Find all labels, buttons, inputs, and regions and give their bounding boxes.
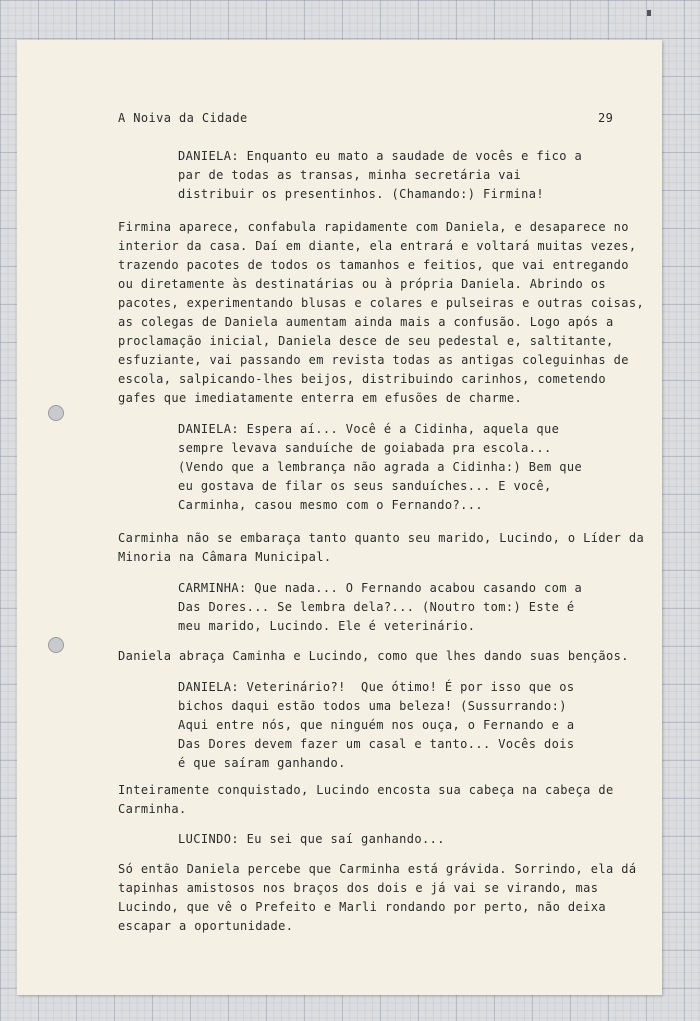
dialogue-line: é que saíram ganhando.	[178, 756, 346, 770]
action-line: pacotes, experimentando blusas e colares e pulseiras e outras coisas,	[118, 296, 645, 310]
action-line: Carminha.	[118, 802, 187, 816]
dialogue-line: CARMINHA: Que nada... O Fernando acabou casando com a	[178, 581, 583, 595]
dialogue-line: par de todas as transas, minha secretária vai	[178, 168, 522, 182]
action-line: Carminha não se embaraça tanto quanto seu marido, Lucindo, o Líder da	[118, 531, 645, 545]
punch-hole-bottom	[48, 637, 64, 653]
action-line: escapar a oportunidade.	[118, 919, 294, 933]
action-line: trazendo pacotes de todos os tamanhos e feitios, que vai entregando	[118, 258, 629, 272]
action-line: escola, salpicando-lhes beijos, distribuindo carinhos, cometendo	[118, 372, 606, 386]
action-line: ou diretamente às destinatárias ou à própria Daniela. Abrindo os	[118, 277, 606, 291]
dialogue-line: LUCINDO: Eu sei que saí ganhando...	[178, 832, 445, 846]
page-number: 29	[598, 111, 614, 125]
action-line: Firmina aparece, confabula rapidamente com Daniela, e desaparece no	[118, 220, 629, 234]
dialogue-line: meu marido, Lucindo. Ele é veterinário.	[178, 619, 476, 633]
running-header-title: A Noiva da Cidade	[118, 111, 248, 125]
dialogue-line: (Vendo que a lembrança não agrada a Cidinha:) Bem que	[178, 460, 583, 474]
action-line: Só então Daniela percebe que Carminha está grávida. Sorrindo, ela dá	[118, 862, 637, 876]
action-line: Inteiramente conquistado, Lucindo encosta sua cabeça na cabeça de	[118, 783, 614, 797]
dialogue-line: eu gostava de filar os seus sanduíches... E você,	[178, 479, 552, 493]
dialogue-line: Carminha, casou mesmo com o Fernando?...	[178, 498, 483, 512]
dialogue-line: Aqui entre nós, que ninguém nos ouça, o Fernando e a	[178, 718, 575, 732]
punch-hole-top	[48, 405, 64, 421]
action-line: Daniela abraça Caminha e Lucindo, como que lhes dando suas bençãos.	[118, 649, 629, 663]
dialogue-line: DANIELA: Enquanto eu mato a saudade de vocês e fico a	[178, 149, 583, 163]
action-line: as colegas de Daniela aumentam ainda mais a confusão. Logo após a	[118, 315, 614, 329]
dialogue-line: Das Dores... Se lembra dela?... (Noutro tom:) Este é	[178, 600, 575, 614]
action-line: gafes que imediatamente enterra em efusões de charme.	[118, 391, 523, 405]
action-line: Minoria na Câmara Municipal.	[118, 550, 332, 564]
dialogue-line: bichos daqui estão todos uma beleza! (Sussurrando:)	[178, 699, 567, 713]
dialogue-line: Das Dores devem fazer um casal e tanto... Vocês dois	[178, 737, 575, 751]
dialogue-line: DANIELA: Veterinário?! Que ótimo! É por isso que os	[178, 680, 575, 694]
action-line: esfuziante, vai passando em revista todas as antigas coleguinhas de	[118, 353, 629, 367]
action-line: tapinhas amistosos nos braços dos dois e já vai se virando, mas	[118, 881, 599, 895]
dialogue-line: distribuir os presentinhos. (Chamando:) Firmina!	[178, 187, 544, 201]
dialogue-line: sempre levava sanduíche de goiabada pra escola...	[178, 441, 552, 455]
action-line: proclamação inicial, Daniela desce de seu pedestal e, saltitante,	[118, 334, 614, 348]
action-line: interior da casa. Daí em diante, ela entrará e voltará muitas vezes,	[118, 239, 637, 253]
action-line: Lucindo, que vê o Prefeito e Marli rondando por perto, não deixa	[118, 900, 606, 914]
dialogue-line: DANIELA: Espera aí... Você é a Cidinha, aquela que	[178, 422, 560, 436]
typewritten-page	[17, 40, 662, 995]
corner-mark	[647, 10, 651, 16]
